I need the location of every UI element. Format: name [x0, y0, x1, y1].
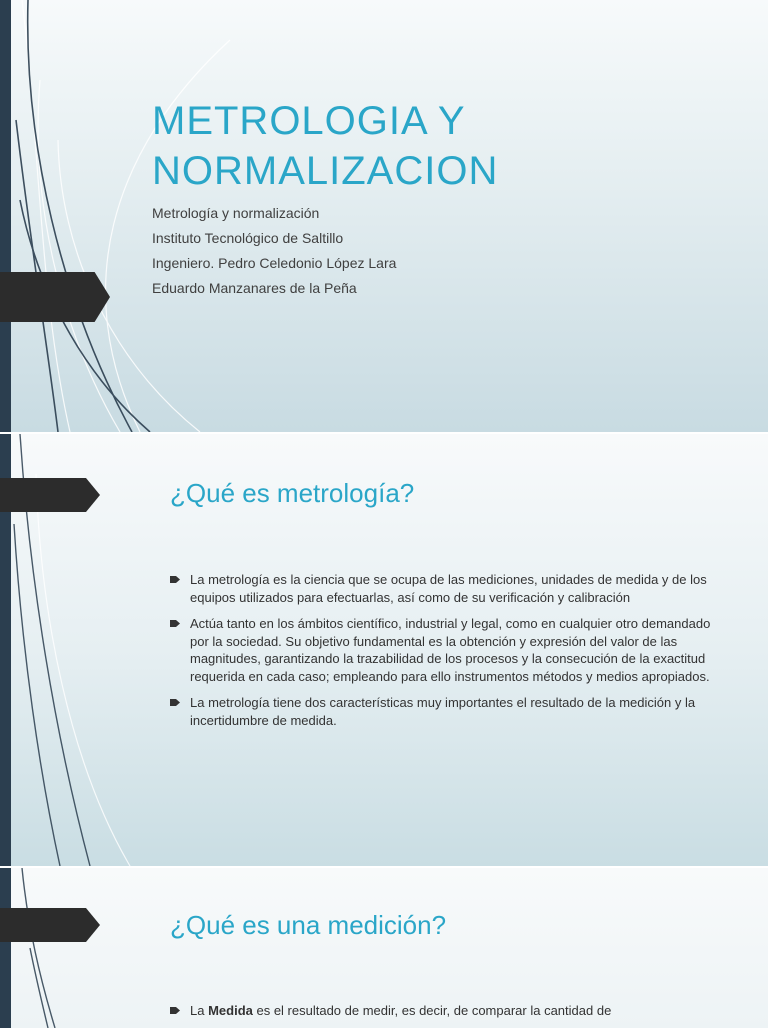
bullet-text: Actúa tanto en los ámbitos científico, industrial y legal, como en cualquier otro demandado por la sociedad. Su objetivo fundamental es la obtención y expresión del valor de las magnitudes, garantizando la trazabilidad de los procesos y la consecución de la exactitud requerida en cada caso; empleando para ello instrumentos métodos y medios apropiados. [190, 616, 711, 684]
bullet-list [170, 571, 720, 738]
slide-title [0, 0, 768, 432]
bullet-text: La metrología tiene dos características muy importantes el resultado de la medición y la incertidumbre de medida. [190, 695, 696, 728]
list-item [170, 1002, 720, 1020]
slide-heading: ¿Qué es una medición? [170, 910, 447, 940]
list-item [170, 694, 720, 729]
side-accent-bar [0, 0, 11, 432]
slide-metrologia [0, 434, 768, 866]
bullet-list [170, 1002, 720, 1028]
bullet-text: es el resultado de medir, es decir, de comparar la cantidad de [252, 1003, 612, 1018]
arrow-tab-shape [0, 478, 100, 512]
bullet-arrow-icon [170, 576, 180, 583]
bullet-prefix: La [190, 1003, 209, 1018]
side-accent-bar [0, 868, 11, 1028]
bullet-arrow-icon [170, 1007, 180, 1014]
arrow-tab-shape [0, 908, 100, 942]
subtitle-line-course: Metrología y normalización [152, 205, 320, 221]
bullet-arrow-icon [170, 699, 180, 706]
list-item [170, 615, 720, 685]
bullet-text: La metrología es la ciencia que se ocupa de las mediciones, unidades de medida y de los equipos utilizados para efectuarlas, así como de su verificación y calibración [190, 572, 707, 605]
subtitle-line-teacher: Ingeniero. Pedro Celedonio López Lara [152, 255, 397, 271]
bullet-bold-term: Medida [208, 1003, 253, 1018]
subtitle-line-author: Eduardo Manzanares de la Peña [152, 280, 357, 296]
slide-heading: ¿Qué es metrología? [170, 478, 415, 508]
list-item [170, 571, 720, 606]
slide-medicion [0, 868, 768, 1028]
subtitle-block [152, 201, 712, 301]
bullet-arrow-icon [170, 620, 180, 627]
presentation-title: METROLOGIA Y NORMALIZACION [152, 99, 499, 193]
arrow-tab-shape [0, 272, 110, 322]
subtitle-line-institution: Instituto Tecnológico de Saltillo [152, 230, 344, 246]
